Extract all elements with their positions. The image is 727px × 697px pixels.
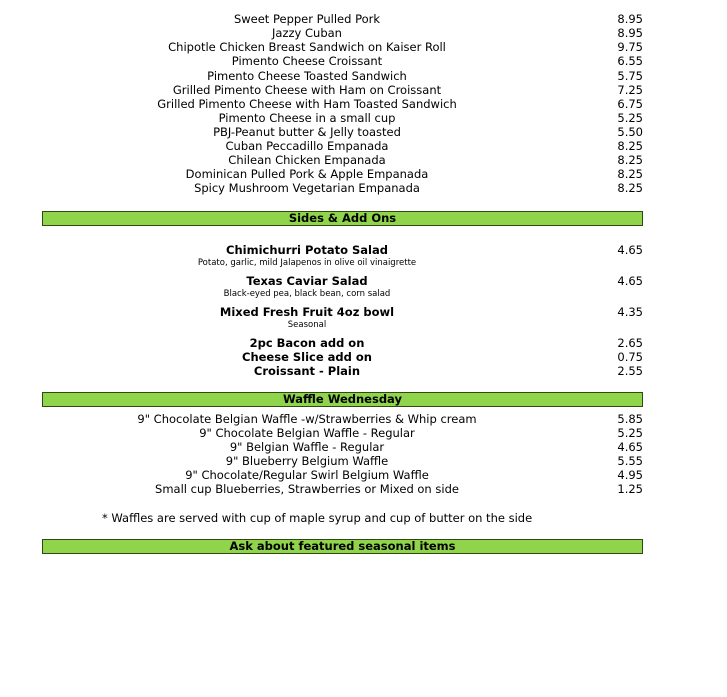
item-price: 8.25 <box>617 139 643 153</box>
item-name: 9" Blueberry Belgium Waffle <box>225 454 389 468</box>
seasonal-items-banner: Ask about featured seasonal items <box>42 539 643 554</box>
item-price: 6.75 <box>617 97 643 111</box>
menu-item <box>42 69 643 83</box>
side-item <box>42 243 643 257</box>
menu-item <box>42 181 643 195</box>
item-price: 8.25 <box>617 153 643 167</box>
item-price: 5.25 <box>617 111 643 125</box>
item-name: Pimento Cheese Croissant <box>231 54 383 68</box>
item-price: 4.65 <box>617 440 643 454</box>
menu-item <box>42 153 643 167</box>
item-price: 5.25 <box>617 426 643 440</box>
menu-item <box>42 139 643 153</box>
item-name: 9" Chocolate/Regular Swirl Belgium Waffle <box>185 468 429 482</box>
item-price: 9.75 <box>617 40 643 54</box>
item-price: 4.95 <box>617 468 643 482</box>
side-item <box>42 336 643 350</box>
item-name: Cuban Peccadillo Empanada <box>225 139 389 153</box>
waffle-item <box>42 454 643 468</box>
menu-item <box>42 167 643 181</box>
item-price: 0.75 <box>617 350 643 364</box>
item-name: 9" Chocolate Belgian Waffle - Regular <box>199 426 415 440</box>
item-description: Black-eyed pea, black bean, corn salad <box>223 289 391 299</box>
item-name: Chipotle Chicken Breast Sandwich on Kaiser Roll <box>168 40 446 54</box>
item-price: 2.65 <box>617 336 643 350</box>
item-price: 7.25 <box>617 83 643 97</box>
item-name: Pimento Cheese Toasted Sandwich <box>207 69 407 83</box>
item-name: 9" Chocolate Belgian Waffle -w/Strawberries & Whip cream <box>137 412 477 426</box>
item-name: Cheese Slice add on <box>242 350 372 364</box>
item-name: Grilled Pimento Cheese with Ham on Croissant <box>172 83 442 97</box>
item-name: Croissant - Plain <box>253 364 361 378</box>
waffle-note: * Waffles are served with cup of maple syrup and cup of butter on the side <box>102 511 533 525</box>
item-name: Chimichurri Potato Salad <box>226 243 388 257</box>
item-name: PBJ-Peanut butter & Jelly toasted <box>213 125 401 139</box>
item-name: Pimento Cheese in a small cup <box>218 111 396 125</box>
item-price: 4.65 <box>617 274 643 288</box>
item-name: Jazzy Cuban <box>272 26 342 40</box>
waffle-item <box>42 482 643 496</box>
menu-item <box>42 54 643 68</box>
menu-item <box>42 111 643 125</box>
side-item <box>42 305 643 319</box>
item-price: 5.50 <box>617 125 643 139</box>
menu-item <box>42 83 643 97</box>
item-price: 8.25 <box>617 181 643 195</box>
sides-section-header: Sides & Add Ons <box>42 211 643 226</box>
item-name: Texas Caviar Salad <box>246 274 368 288</box>
waffle-section-header: Waffle Wednesday <box>42 392 643 407</box>
waffle-item <box>42 468 643 482</box>
item-description: Potato, garlic, mild Jalapenos in olive oil vinaigrette <box>197 258 417 268</box>
item-name: 2pc Bacon add on <box>249 336 365 350</box>
side-item <box>42 274 643 288</box>
waffle-item <box>42 440 643 454</box>
item-price: 4.65 <box>617 243 643 257</box>
item-name: Small cup Blueberries, Strawberries or Mixed on side <box>155 482 459 496</box>
item-price: 8.25 <box>617 167 643 181</box>
waffle-item <box>42 412 643 426</box>
menu-item <box>42 26 643 40</box>
item-name: Chilean Chicken Empanada <box>228 153 386 167</box>
item-price: 6.55 <box>617 54 643 68</box>
item-price: 5.55 <box>617 454 643 468</box>
item-price: 8.95 <box>617 26 643 40</box>
item-price: 1.25 <box>617 482 643 496</box>
item-name: Sweet Pepper Pulled Pork <box>233 12 381 26</box>
item-price: 2.55 <box>617 364 643 378</box>
item-price: 5.85 <box>617 412 643 426</box>
side-item <box>42 350 643 364</box>
item-name: Mixed Fresh Fruit 4oz bowl <box>219 305 395 319</box>
item-description: Seasonal <box>287 320 327 330</box>
menu-item <box>42 12 643 26</box>
item-price: 5.75 <box>617 69 643 83</box>
waffle-item <box>42 426 643 440</box>
menu-item <box>42 40 643 54</box>
item-price: 8.95 <box>617 12 643 26</box>
menu-item <box>42 97 643 111</box>
side-item <box>42 364 643 378</box>
item-name: Grilled Pimento Cheese with Ham Toasted Sandwich <box>157 97 457 111</box>
item-name: Spicy Mushroom Vegetarian Empanada <box>194 181 420 195</box>
item-price: 4.35 <box>617 305 643 319</box>
menu-item <box>42 125 643 139</box>
item-name: Dominican Pulled Pork & Apple Empanada <box>185 167 429 181</box>
item-name: 9" Belgian Waffle - Regular <box>229 440 385 454</box>
